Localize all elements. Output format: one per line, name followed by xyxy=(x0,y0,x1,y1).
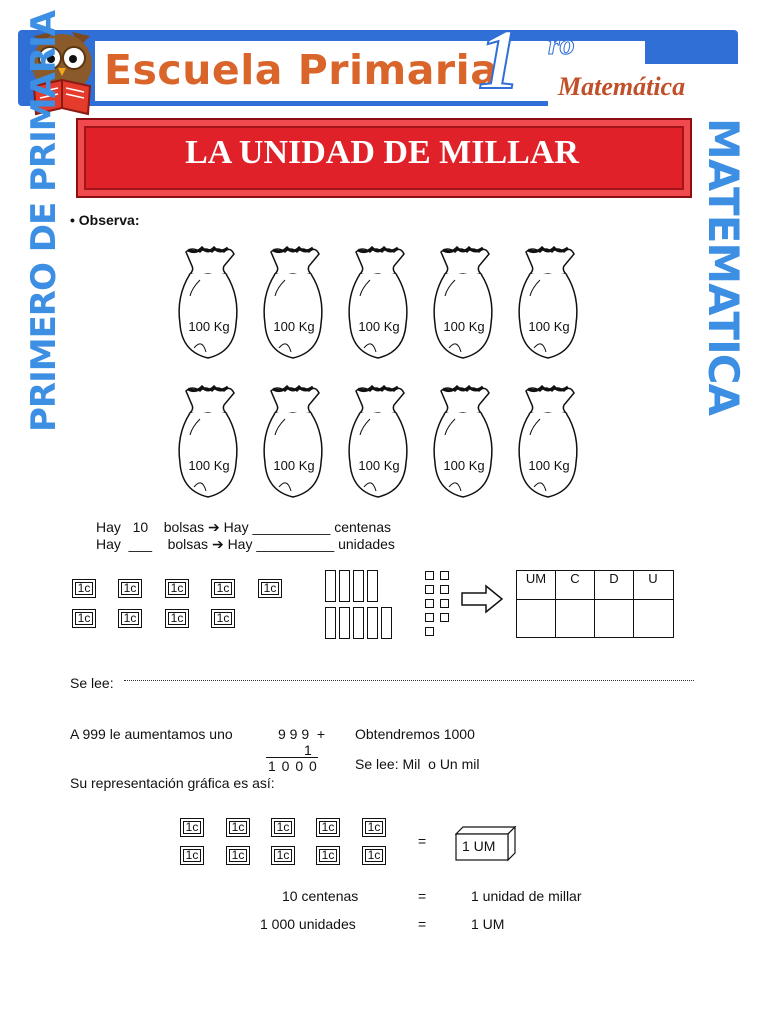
centena-block: 1c xyxy=(180,818,204,837)
centena-block: 1c xyxy=(72,579,96,598)
addition-result: 1 0 0 0 xyxy=(268,758,318,774)
unit-square xyxy=(425,585,434,594)
sack-weight-label: 100 Kg xyxy=(188,319,230,334)
centena-block: 1c xyxy=(226,846,250,865)
se-lee-label: Se lee: xyxy=(70,675,114,691)
equiv-eq-1: = xyxy=(418,888,427,904)
centena-block: 1c xyxy=(165,579,189,598)
sack-weight-label: 100 Kg xyxy=(358,458,400,473)
centena-block: 1c xyxy=(271,846,295,865)
sack-icon xyxy=(342,383,414,503)
sack-icon xyxy=(512,383,584,503)
addition-reads: Se lee: Mil o Un mil xyxy=(355,756,480,772)
observa-label: • Observa: xyxy=(70,212,140,228)
addition-obtain: Obtendremos 1000 xyxy=(355,726,475,742)
centena-block: 1c xyxy=(118,579,142,598)
sentence-centenas: Hay 10 bolsas ➔ Hay __________ centenas xyxy=(96,519,392,535)
centena-block: 1c xyxy=(258,579,282,598)
sack-weight-label: 100 Kg xyxy=(273,319,315,334)
centena-block: 1c xyxy=(316,846,340,865)
decena-rod xyxy=(353,570,364,602)
header-u: U xyxy=(648,571,658,586)
unit-square xyxy=(425,613,434,622)
centena-block: 1c xyxy=(362,818,386,837)
sack-weight-label: 100 Kg xyxy=(273,458,315,473)
decena-rod xyxy=(367,607,378,639)
grade-number: 1 xyxy=(478,11,521,107)
sack-icon xyxy=(427,244,499,364)
subject-label: Matemática xyxy=(558,72,686,101)
centena-block: 1c xyxy=(72,609,96,628)
equiv-right-1: 1 unidad de millar xyxy=(471,888,582,904)
equiv-left-1: 10 centenas xyxy=(282,888,359,904)
header-d: D xyxy=(609,571,619,586)
side-label-right: MATEMATICA xyxy=(699,118,748,416)
decena-rod xyxy=(353,607,364,639)
addition-add: 1 xyxy=(304,742,312,758)
sack-weight-label: 100 Kg xyxy=(188,458,230,473)
addition-top: 9 9 9 + xyxy=(278,726,326,742)
centena-block: 1c xyxy=(118,609,142,628)
equals-sign: = xyxy=(418,833,427,849)
decena-rod xyxy=(325,570,336,602)
centena-block: 1c xyxy=(211,609,235,628)
decena-rod xyxy=(367,570,378,602)
page-title: LA UNIDAD DE MILLAR xyxy=(185,134,579,171)
equiv-eq-2: = xyxy=(418,916,427,932)
side-label-left: PRIMERO DE PRIMARIA xyxy=(24,10,64,432)
centena-block: 1c xyxy=(271,818,295,837)
grade-suffix: ro xyxy=(548,28,575,61)
unit-square xyxy=(440,571,449,580)
centena-block: 1c xyxy=(362,846,386,865)
sack-weight-label: 100 Kg xyxy=(528,319,570,334)
sack-icon xyxy=(257,244,329,364)
decena-rod xyxy=(325,607,336,639)
centena-block: 1c xyxy=(211,579,235,598)
decena-rod xyxy=(339,607,350,639)
unit-square xyxy=(440,613,449,622)
centena-block: 1c xyxy=(226,818,250,837)
unit-square xyxy=(440,599,449,608)
sack-icon xyxy=(512,244,584,364)
centena-block: 1c xyxy=(180,846,204,865)
header-um: UM xyxy=(525,571,547,586)
sack-weight-label: 100 Kg xyxy=(443,458,485,473)
addition-intro: A 999 le aumentamos uno xyxy=(70,726,233,742)
header-c: C xyxy=(570,571,580,586)
equiv-right-2: 1 UM xyxy=(471,916,505,932)
answer-dotted-line xyxy=(124,680,694,681)
decena-rod xyxy=(339,570,350,602)
sentence-unidades: Hay ___ bolsas ➔ Hay __________ unidades xyxy=(96,536,395,552)
sack-icon xyxy=(172,244,244,364)
sack-weight-label: 100 Kg xyxy=(528,458,570,473)
place-value-table xyxy=(516,570,674,638)
sack-icon xyxy=(257,383,329,503)
centena-block: 1c xyxy=(165,609,189,628)
sack-weight-label: 100 Kg xyxy=(443,319,485,334)
sack-weight-label: 100 Kg xyxy=(358,319,400,334)
sack-icon xyxy=(172,383,244,503)
sack-icon xyxy=(342,244,414,364)
equiv-left-2: 1 000 unidades xyxy=(260,916,356,932)
sack-icon xyxy=(427,383,499,503)
centena-block: 1c xyxy=(316,818,340,837)
unit-square xyxy=(425,599,434,608)
decena-rod xyxy=(381,607,392,639)
unit-square xyxy=(425,571,434,580)
right-arrow-icon xyxy=(460,584,506,614)
cube-label: 1 UM xyxy=(462,838,496,854)
school-title: Escuela Primaria xyxy=(104,46,499,94)
unit-square xyxy=(440,585,449,594)
representation-label: Su representación gráfica es así: xyxy=(70,775,275,791)
unit-square xyxy=(425,627,434,636)
